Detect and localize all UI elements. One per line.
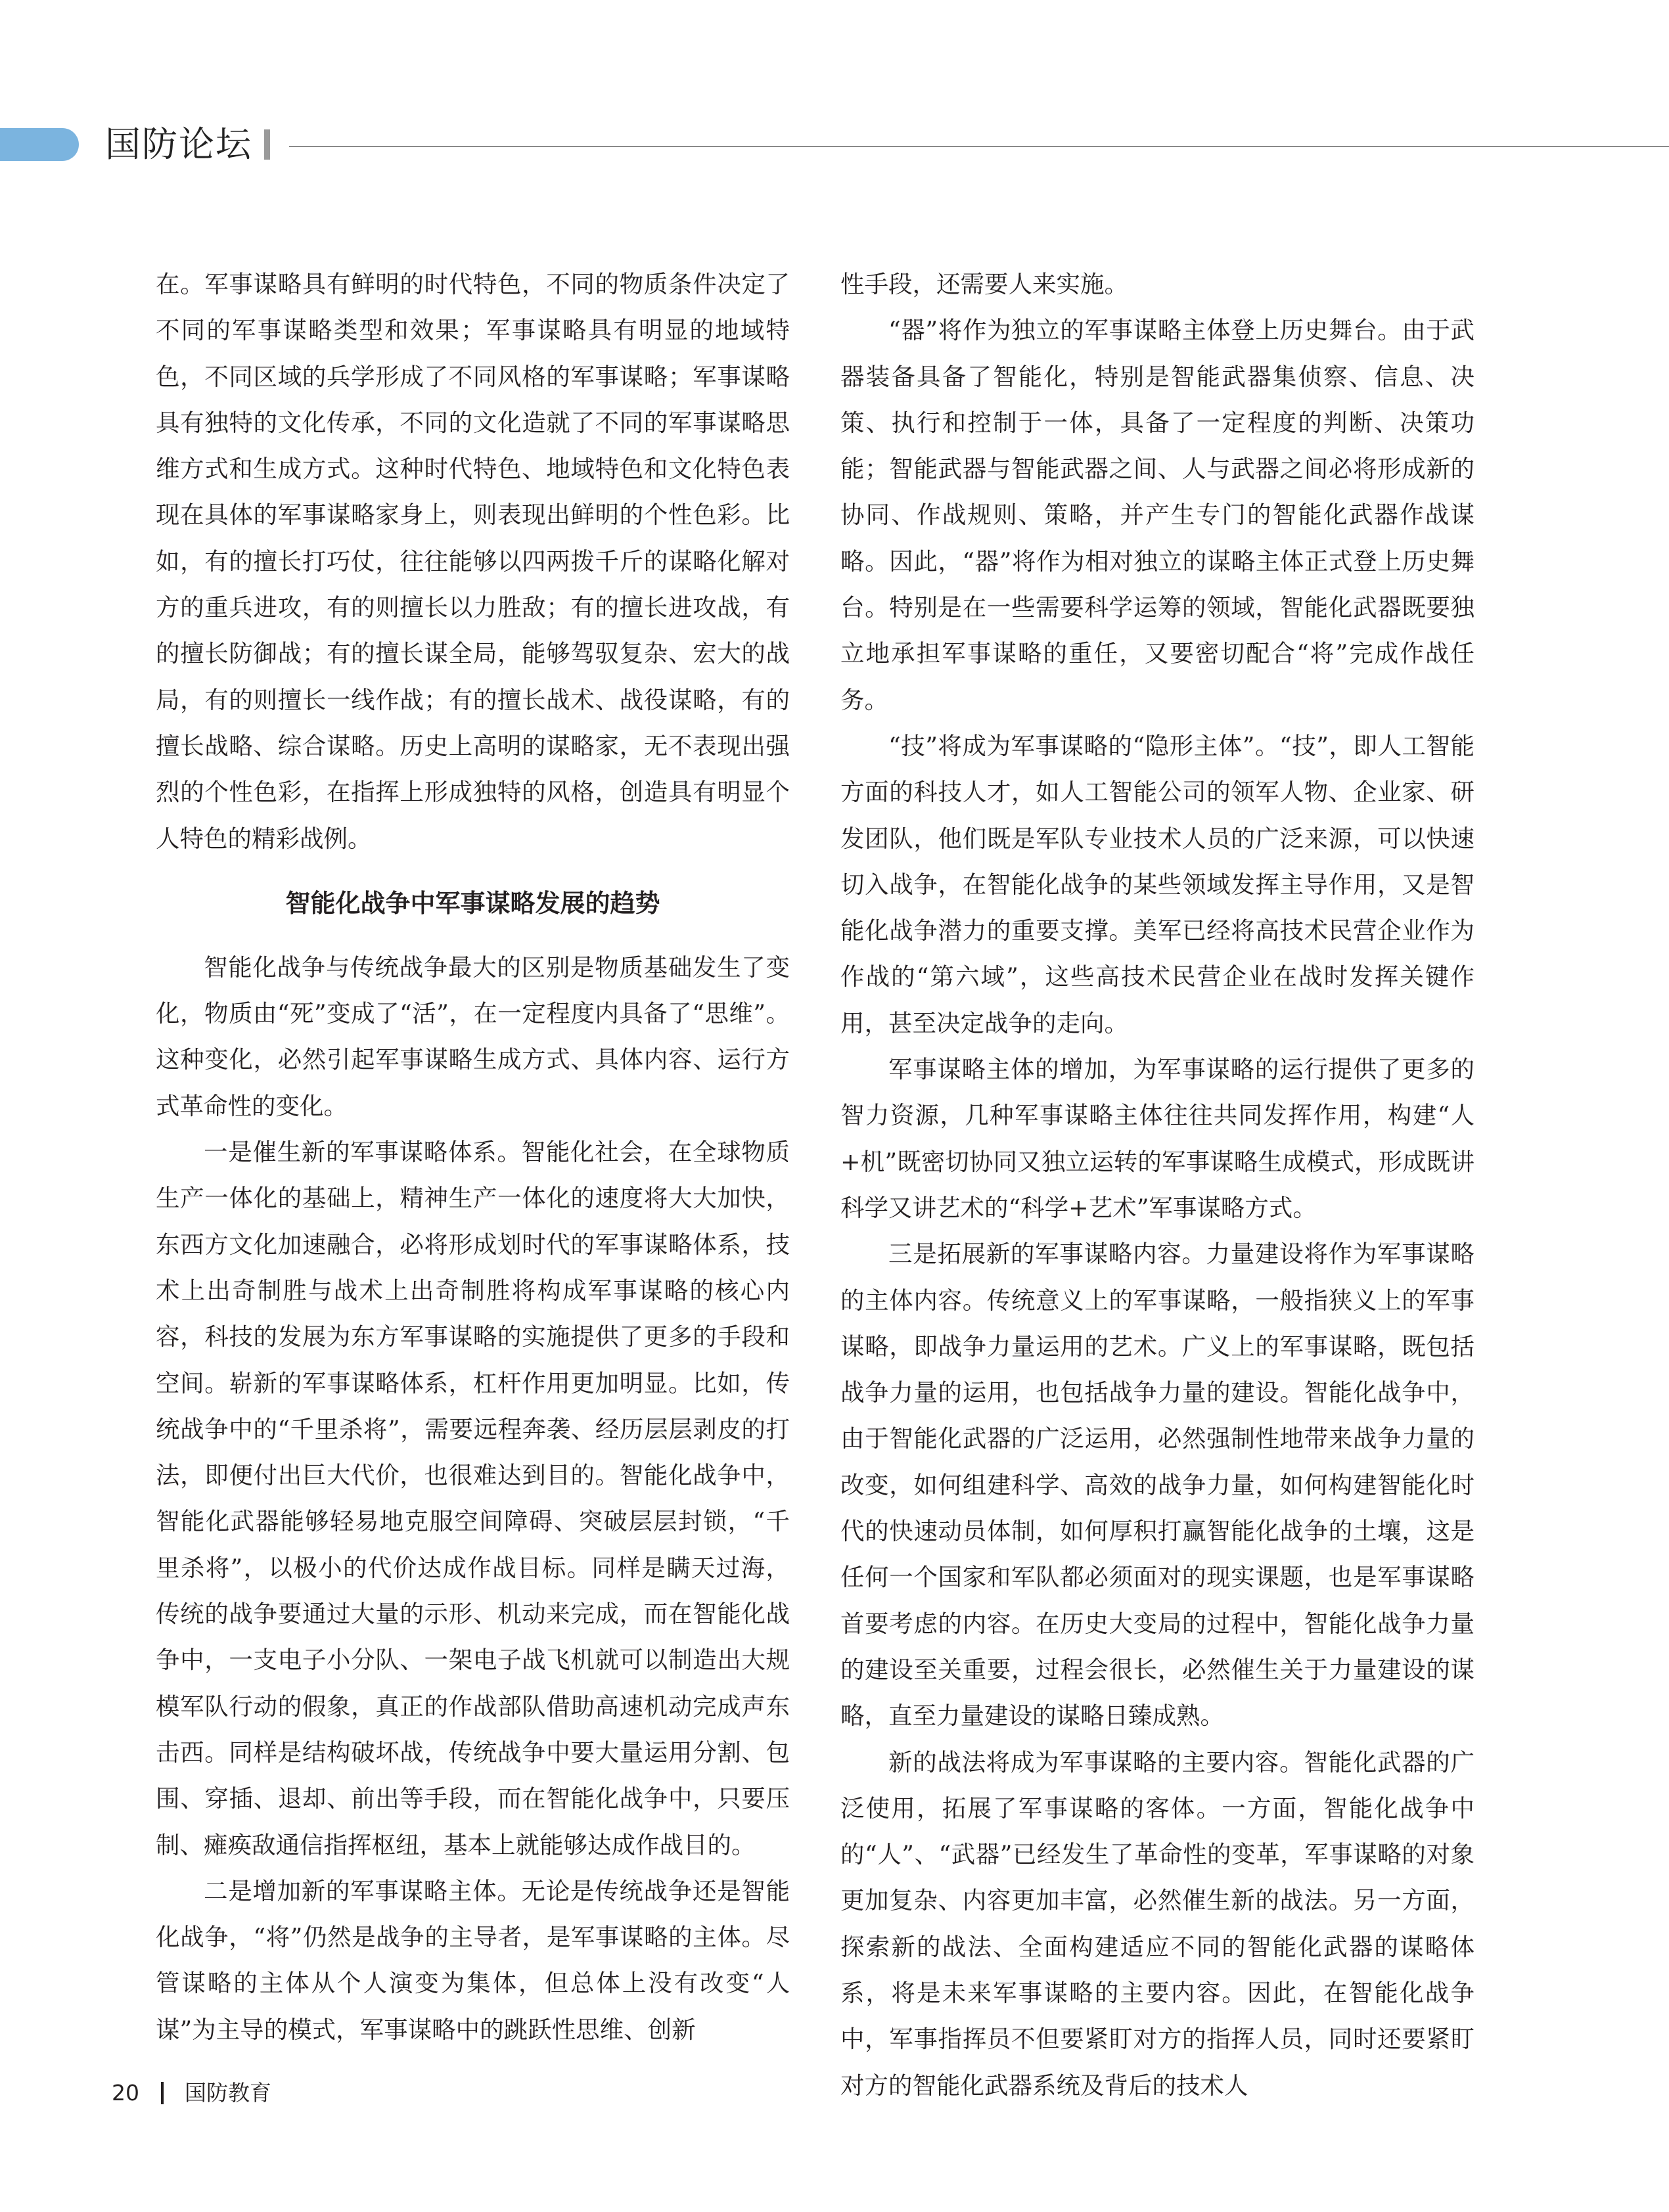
right-column — [840, 261, 1475, 2100]
left-column — [156, 261, 790, 2044]
header-tab-decoration — [0, 128, 79, 161]
page-number: 20 — [112, 2079, 139, 2106]
page-footer — [112, 2073, 271, 2110]
paragraph: 三是拓展新的军事谋略内容。力量建设将作为军事谋略的主体内容。传统意义上的军事谋略，一般指狭义上的军事谋略，即战争力量运用的艺术。广义上的军事谋略，既包括战争力量的运用，也包括战争力量的建设。智能化战争中，由于智能化武器的广泛运用，必然强制性地带来战争力量的改变，如何组建科学、高效的战争力量，如何构建智能化时代的快速动员体制，如何厚积打赢智能化战争的土壤，这是任何一个国家和军队都必须面对的现实课题，也是军事谋略首要考虑的内容。在历史大变局的过程中，智能化战争力量的建设至关重要，过程会很长，必然催生关于力量建设的谋略，直至力量建设的谋略日臻成熟。 — [840, 1240, 1475, 1730]
header-rule — [289, 146, 1669, 147]
footer-separator — [161, 2082, 164, 2104]
page-header — [0, 122, 1669, 168]
paragraph: 一是催生新的军事谋略体系。智能化社会，在全球物质生产一体化的基础上，精神生产一体化的速度将大大加快，东西方文化加速融合，必将形成划时代的军事谋略体系，技术上出奇制胜与战术上出奇制胜将构成军事谋略的核心内容，科技的发展为东方军事谋略的实施提供了更多的手段和空间。崭新的军事谋略体系，杠杆作用更加明显。比如，传统战争中的“千里杀将”，需要远程奔袭、经历层层剥皮的打法，即便付出巨大代价，也很难达到目的。智能化战争中，智能化武器能够轻易地克服空间障碍、突破层层封锁，“千里杀将”，以极小的代价达成作战目标。同样是瞒天过海，传统的战争要通过大量的示形、机动来完成，而在智能化战争中，一支电子小分队、一架电子战飞机就可以制造出大规模军队行动的假象，真正的作战部队借助高速机动完成声东击西。同样是结构破坏战，传统战争中要大量运用分割、包围、穿插、退却、前出等手段，而在智能化战争中，只要压制、瘫痪敌通信指挥枢纽，基本上就能够达成作战目的。 — [156, 1138, 790, 1859]
paragraph: 在。军事谋略具有鲜明的时代特色，不同的物质条件决定了不同的军事谋略类型和效果；军事谋略具有明显的地域特色，不同区域的兵学形成了不同风格的军事谋略；军事谋略具有独特的文化传承，不同的文化造就了不同的军事谋略思维方式和生成方式。这种时代特色、地域特色和文化特色表现在具体的军事谋略家身上，则表现出鲜明的个性色彩。比如，有的擅长打巧仗，往往能够以四两拨千斤的谋略化解对方的重兵进攻，有的则擅长以力胜敌；有的擅长进攻战，有的擅长防御战；有的擅长谋全局，能够驾驭复杂、宏大的战局，有的则擅长一线作战；有的擅长战术、战役谋略，有的擅长战略、综合谋略。历史上高明的谋略家，无不表现出强烈的个性色彩，在指挥上形成独特的风格，创造具有明显个人特色的精彩战例。 — [156, 270, 790, 853]
paragraph: 智能化战争与传统战争最大的区别是物质基础发生了变化，物质由“死”变成了“活”，在一定程度内具备了“思维”。这种变化，必然引起军事谋略生成方式、具体内容、运行方式革命性的变化。 — [156, 953, 790, 1120]
paragraph: 新的战法将成为军事谋略的主要内容。智能化武器的广泛使用，拓展了军事谋略的客体。一方面，智能化战争中的“人”、“武器”已经发生了革命性的变革，军事谋略的对象更加复杂、内容更加丰富，必然催生新的战法。另一方面，探索新的战法、全面构建适应不同的智能化武器的谋略体系，将是未来军事谋略的主要内容。因此，在智能化战争中，军事指挥员不但要紧盯对方的指挥人员，同时还要紧盯对方的智能化武器系统及背后的技术人 — [840, 1748, 1475, 2100]
paragraph: “技”将成为军事谋略的“隐形主体”。“技”，即人工智能方面的科技人才，如人工智能公司的领军人物、企业家、研发团队，他们既是军队专业技术人员的广泛来源，可以快速切入战争，在智能化战争的某些领域发挥主导作用，又是智能化战争潜力的重要支撑。美军已经将高技术民营企业作为作战的“第六域”，这些高技术民营企业在战时发挥关键作用，甚至决定战争的走向。 — [840, 731, 1475, 1037]
publication-name: 国防教育 — [185, 2079, 271, 2106]
section-heading: 智能化战争中军事谋略发展的趋势 — [285, 888, 660, 918]
paragraph: 二是增加新的军事谋略主体。无论是传统战争还是智能化战争，“将”仍然是战争的主导者，是军事谋略的主体。尽管谋略的主体从个人演变为集体，但总体上没有改变“人谋”为主导的模式，军事谋略中的跳跃性思维、创新 — [156, 1876, 790, 2044]
paragraph: 性手段，还需要人来实施。 — [840, 270, 1128, 298]
section-title: 国防论坛 — [105, 124, 252, 165]
title-separator-bar — [264, 129, 270, 160]
paragraph: 军事谋略主体的增加，为军事谋略的运行提供了更多的智力资源，几种军事谋略主体往往共同发挥作用，构建“人+机”既密切协同又独立运转的军事谋略生成模式，形成既讲科学又讲艺术的“科学+艺术”军事谋略方式。 — [840, 1055, 1475, 1222]
paragraph: “器”将作为独立的军事谋略主体登上历史舞台。由于武器装备具备了智能化，特别是智能武器集侦察、信息、决策、执行和控制于一体，具备了一定程度的判断、决策功能；智能武器与智能武器之间、人与武器之间必将形成新的协同、作战规则、策略，并产生专门的智能化武器作战谋略。因此，“器”将作为相对独立的谋略主体正式登上历史舞台。特别是在一些需要科学运筹的领域，智能化武器既要独立地承担军事谋略的重任，又要密切配合“将”完成作战任务。 — [840, 316, 1475, 714]
